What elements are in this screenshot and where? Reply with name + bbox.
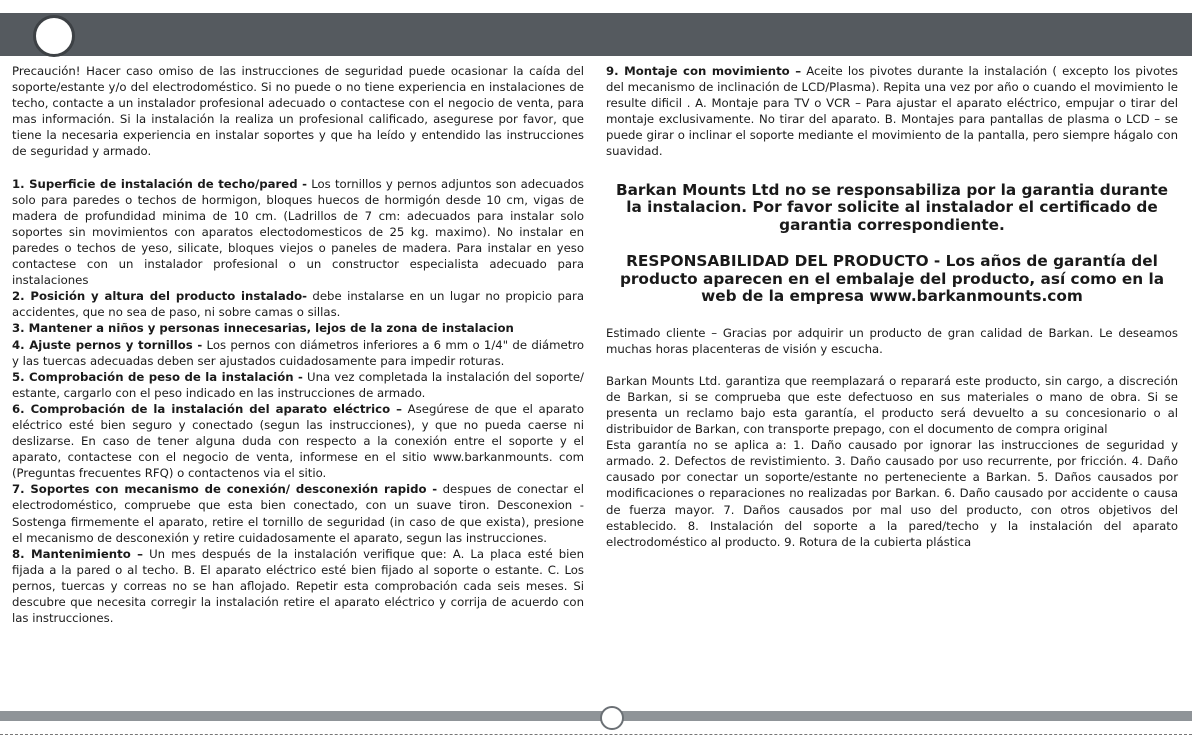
item-2 xyxy=(12,288,584,320)
item-8-title: 8. Mantenimiento – xyxy=(12,546,144,561)
item-4-text: Los pernos con diámetros inferiores a 6 mm o 1/4" de diámetro y las tuercas adecuadas deben ser ajustados cuidadosamente para impedir roturas. xyxy=(12,337,585,368)
page-number-circle xyxy=(33,15,75,57)
item-9 xyxy=(606,63,1178,160)
installation-warranty-notice: Barkan Mounts Ltd no se responsabiliza por la garantia durante la instalacion. Por favor solicite al instalador el certificado de garantia correspondiente. xyxy=(615,180,1169,234)
item-1-title: 1. Superficie de instalación de techo/pared - xyxy=(12,176,307,191)
item-9-text: Aceite los pivotes durante la instalación ( excepto los pivotes del mecanismo de inclinación de LCD/Plasma). Repita una vez por año o cuando el movimiento le resulte dificil . A. Montaje para TV o VCR – Para ajustar el aparato eléctrico, empujar o tirar del montaje exclusivamente. No tirar del aparato. B. Montajes para pantallas de plasma o LCD – se puede girar o inclinar el soporte mediante el movimiento de la pantalla, pero siempre hágalo con suavidad. xyxy=(606,64,1178,159)
item-6-text: Asegúrese de que el aparato eléctrico esté bien seguro y conectado (segun las instrucciones), y que no pueda caerse ni deslizarse. En caso de tener alguna duda con respecto a la conexión entre el soporte y el aparato, contactese con el negocio de venta, informese en el sitio www.barkanmounts. com (Preguntas frecuentes RFQ) o contactenos via el sitio. xyxy=(12,401,584,481)
item-5-text: Una vez completada la instalación del soporte/ estante, cargarlo con el peso indicado en las instrucciones de armado. xyxy=(12,369,584,400)
item-5-title: 5. Comprobación de peso de la instalación - xyxy=(12,369,303,384)
footer-circle xyxy=(600,706,624,730)
item-1-text: Los tornillos y pernos adjuntos son adecuados solo para paredes o techos de hormigon, bloques huecos de hormigón desde 10 cm, vigas de madera de profundidad minima de 10 cm. (Ladrillos de 7 cm: adecuados para instalar solo soportes sin movimientos con aparatos electodomesticos de 25 kg. maximo). No instalar en paredes o techos de yeso, silicate, bloques viejos o paneles de madera. Para instalar en yeso contactese con un instalador profesional o un constructor especialista adecuado para instalaciones xyxy=(12,176,584,288)
product-responsibility-notice: RESPONSABILIDAD DEL PRODUCTO - Los años de garantía del producto aparecen en el embalaje del producto, así como en la web de la empresa www.barkanmounts.com xyxy=(619,252,1165,306)
customer-greeting: Estimado cliente – Gracias por adquirir un producto de gran calidad de Barkan. Le deseamos muchas horas placenteras de visión y escucha. xyxy=(606,325,1178,356)
header-bar xyxy=(0,13,1192,56)
safety-intro: Precaución! Hacer caso omiso de las instrucciones de seguridad puede ocasionar la caída del soporte/estante y/o del electrodoméstico. Si no puede o no tiene experiencia en instalaciones de techo, contacte a un instalador profesional adecuado o contactese con el negocio de venta, para mas información. Si la instalación la realiza un profesional calificado, asegurese por favor, que tiene la necesaria experiencia en instalar soportes y que ha leído y entendido las instrucciones de seguridad y armado. xyxy=(12,64,584,159)
warranty-exclusions: Esta garantía no se aplica a: 1. Daño causado por ignorar las instrucciones de seguridad y armado. 2. Defectos de revistimiento. 3. Daño causado por uso recurrente, por fricción. 4. Daño causado por conectar un soporte/estante no perteneciente a Barkan. 5. Daños causados por modificaciones o reparaciones no realizadas por Barkan. 6. Daño causado por accidente o causa de fuerza mayor. 7. Daños causados por mal uso del producto, con otros objetivos del establecido. 8. Instalación del soporte a la pared/techo y la instalación del aparato electrodoméstico al producto. 9. Rotura de la cubierta plástica xyxy=(606,438,1178,549)
item-7 xyxy=(12,481,584,545)
item-7-title: 7. Soportes con mecanismo de conexión/ desconexión rapido - xyxy=(12,482,438,497)
item-3 xyxy=(12,320,584,336)
item-7-text: despues de conectar el electrodoméstico, compruebe que esta bien conectado, con un suave tiron. Desconexion - Sostenga firmemente el aparato, retire el tornillo de seguridad (in caso de que exista), presione el mecanismo de desconexión y retire cuidadosamente el aparato, segun las instrucciones. xyxy=(12,482,584,545)
item-6 xyxy=(12,401,584,481)
footer-bar xyxy=(0,711,1192,721)
right-column xyxy=(606,63,1178,550)
item-9-title: 9. Montaje con movimiento – xyxy=(606,64,802,78)
item-2-title: 2. Posición y altura del producto instalado- xyxy=(12,289,307,304)
left-column xyxy=(12,63,584,626)
item-8-text: Un mes después de la instalación verifique que: A. La placa esté bien fijada a la pared o al techo. B. El aparato eléctrico esté bien fijado al soporte o estante. C. Los pernos, tuercas y correas no se han aflojado. Repetir esta comprobación cada seis meses. Si descubre que necesita corregir la instalación retire el aparato eléctrico y corrija de acuerdo con las instrucciones. xyxy=(12,546,585,626)
item-8 xyxy=(12,546,584,626)
item-5 xyxy=(12,369,584,401)
item-2-text: debe instalarse en un lugar no propicio para accidentes, que no sea de paso, ni sobre camas o sillas. xyxy=(12,289,584,320)
trim-line xyxy=(0,734,1192,735)
warranty-paragraph: Barkan Mounts Ltd. garantiza que reemplazará o reparará este producto, sin cargo, a discreción de Barkan, si se comprueba que este defectuoso en sus materiales o mano de obra. Si se presenta un reclamo bajo esta garantía, el producto será devuelto a su concesionario o al distribuidor de Barkan, con transporte prepago, con el documento de compra original xyxy=(606,373,1178,437)
item-4-title: 4. Ajuste pernos y tornillos - xyxy=(12,337,203,352)
item-6-title: 6. Comprobación de la instalación del aparato eléctrico – xyxy=(12,401,403,416)
item-3-title: 3. Mantener a niños y personas innecesarias, lejos de la zona de instalacion xyxy=(12,321,514,336)
item-1 xyxy=(12,176,584,289)
item-4 xyxy=(12,337,584,369)
